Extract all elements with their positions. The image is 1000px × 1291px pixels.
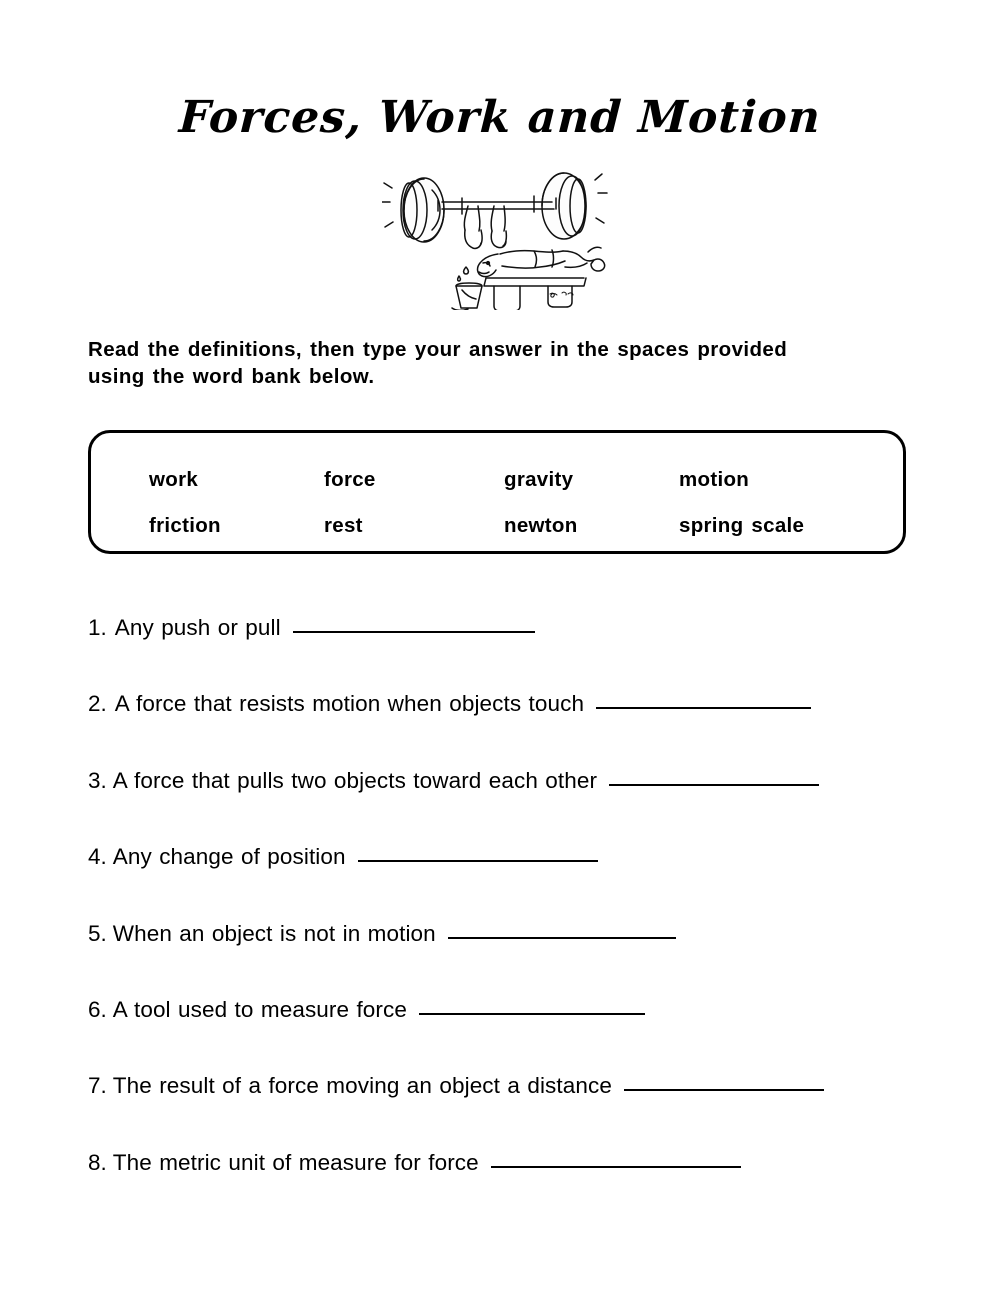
question-number-6: 6. (88, 997, 107, 1022)
page-title: Forces, Work and Motion (177, 92, 823, 143)
word-bank-box (88, 430, 906, 554)
question-number-8: 8. (88, 1150, 107, 1175)
question-text-7: The result of a force moving an object a distance (112, 1073, 612, 1098)
word-bank-item-friction: friction (149, 514, 221, 537)
question-text-5: When an object is not in motion (112, 921, 436, 946)
bench-press-weightlifter-cartoon (382, 162, 618, 310)
question-item-6 (88, 999, 948, 1022)
question-number-4: 4. (88, 844, 107, 869)
question-text-3: A force that pulls two objects toward each other (112, 768, 598, 793)
answer-blank-2[interactable] (596, 707, 811, 709)
answer-blank-1[interactable] (293, 631, 535, 633)
word-bank-item-force: force (324, 468, 376, 491)
instructions-text: Read the definitions, then type your answer in the spaces provided using the word bank below. (88, 338, 788, 389)
word-bank-grid (149, 457, 869, 549)
answer-blank-4[interactable] (358, 860, 598, 862)
word-bank-item-work: work (149, 468, 199, 491)
question-item-8 (88, 1152, 948, 1175)
question-number-3: 3. (88, 768, 107, 793)
answer-blank-6[interactable] (419, 1013, 645, 1015)
question-text-6: A tool used to measure force (112, 997, 407, 1022)
word-bank-item-newton: newton (504, 514, 578, 537)
word-bank-item-rest: rest (324, 514, 363, 537)
question-text-1: Any push or pull (114, 615, 281, 640)
question-item-3 (88, 770, 948, 793)
word-bank-item-motion: motion (679, 468, 750, 491)
question-text-2: A force that resists motion when objects touch (114, 691, 585, 716)
word-bank-item-spring-scale: spring scale (679, 514, 805, 537)
question-number-2: 2. (88, 691, 107, 716)
question-text-8: The metric unit of measure for force (112, 1150, 479, 1175)
question-number-7: 7. (88, 1073, 107, 1098)
word-bank-item-gravity: gravity (504, 468, 574, 491)
question-item-1 (88, 617, 948, 640)
question-number-1: 1. (88, 615, 107, 640)
answer-blank-3[interactable] (609, 784, 819, 786)
question-item-2 (88, 693, 948, 716)
answer-blank-8[interactable] (491, 1166, 741, 1168)
question-text-4: Any change of position (112, 844, 346, 869)
question-number-5: 5. (88, 921, 107, 946)
answer-blank-7[interactable] (624, 1089, 824, 1091)
question-item-7 (88, 1075, 948, 1098)
answer-blank-5[interactable] (448, 937, 676, 939)
question-item-5 (88, 923, 948, 946)
question-item-4 (88, 846, 948, 869)
